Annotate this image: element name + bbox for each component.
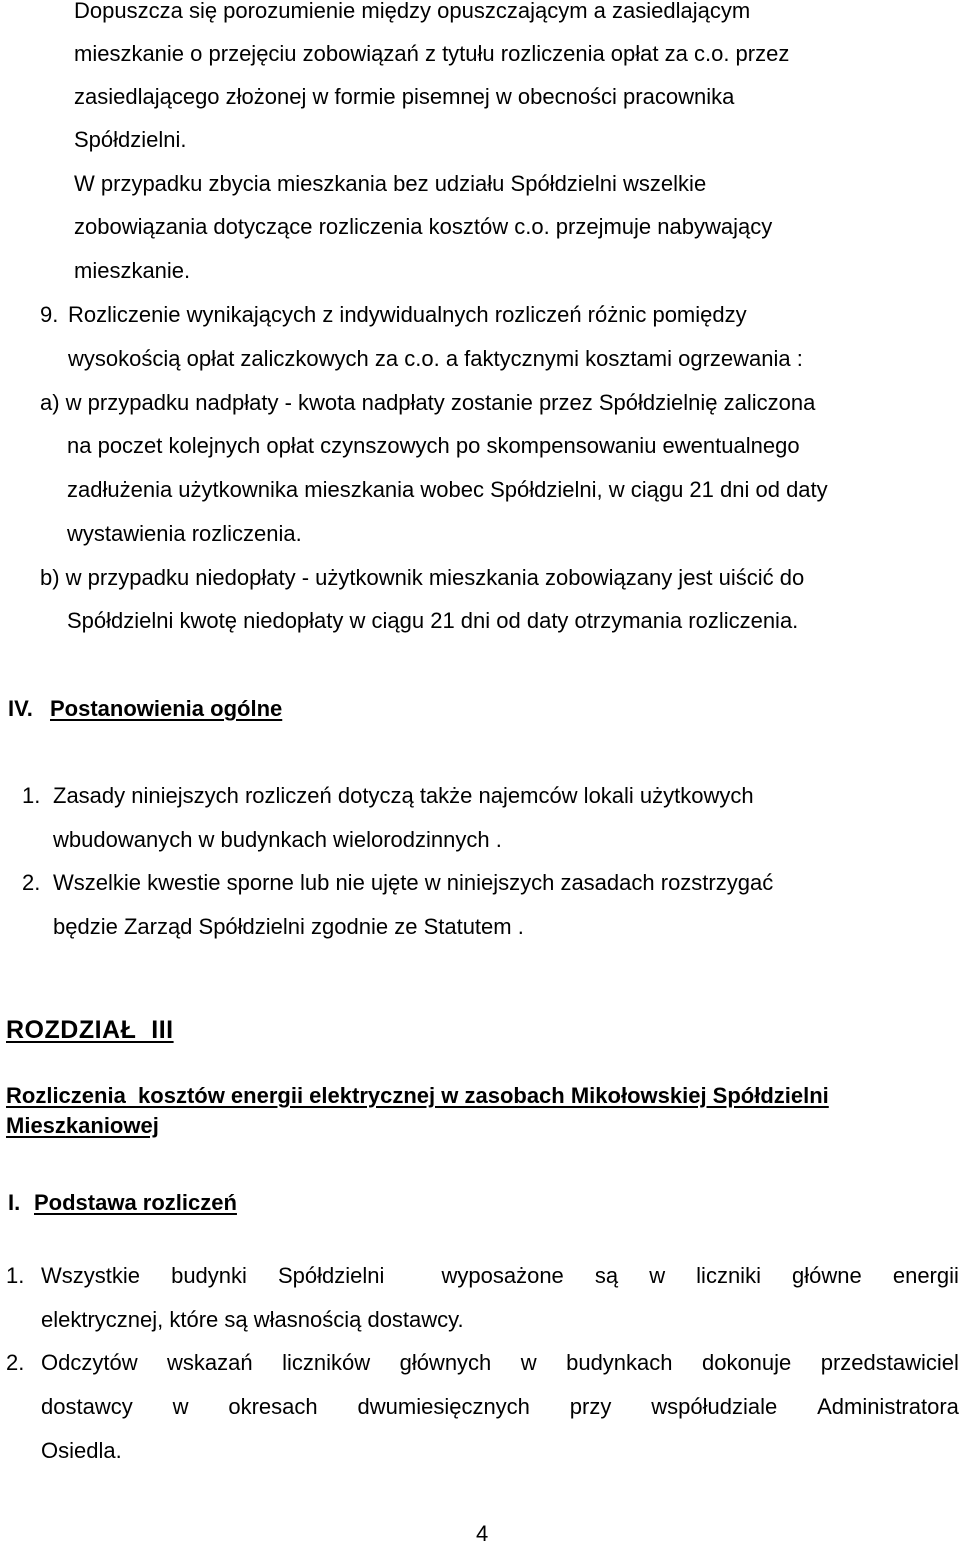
paragraph-line: Spółdzielni. — [74, 127, 187, 152]
justified-line — [41, 1261, 959, 1291]
section-item-line: Zasady niniejszych rozliczeń dotyczą także najemców lokali użytkowych — [53, 783, 754, 808]
word: dwumiesięcznych — [357, 1394, 530, 1419]
section-number: IV. — [8, 696, 33, 721]
chapter-subtitle: Mieszkaniowej — [6, 1113, 159, 1138]
word: główne — [792, 1263, 862, 1288]
section-number: I. — [8, 1190, 21, 1215]
item-b-line: b) w przypadku niedopłaty - użytkownik mieszkania zobowiązany jest uiścić do — [40, 565, 805, 590]
item-number: 1. — [6, 1263, 25, 1288]
word: przy — [569, 1394, 612, 1419]
chapter-subtitle: Rozliczenia kosztów energii elektrycznej w zasobach Mikołowskiej Spółdzielni — [6, 1083, 829, 1108]
word: budynki — [171, 1263, 247, 1288]
item-a-line: wystawienia rozliczenia. — [67, 521, 302, 546]
paragraph-line: mieszkanie. — [74, 258, 191, 283]
item-line: elektrycznej, które są własnością dostawcy. — [41, 1307, 464, 1332]
word: głównych — [399, 1350, 492, 1375]
word: energii — [892, 1263, 959, 1288]
word: w — [649, 1263, 666, 1288]
item-9-line: Rozliczenie wynikających z indywidualnych rozliczeń różnic pomiędzy — [68, 302, 747, 327]
item-number: 2. — [6, 1350, 25, 1375]
justified-line — [41, 1348, 959, 1378]
item-9-line: wysokością opłat zaliczkowych za c.o. a faktycznymi kosztami ogrzewania : — [68, 346, 803, 371]
word: liczników — [282, 1350, 371, 1375]
word: wskazań — [167, 1350, 253, 1375]
item-a-line: zadłużenia użytkownika mieszkania wobec Spółdzielni, w ciągu 21 dni od daty — [67, 477, 828, 502]
item-a-line: a) w przypadku nadpłaty - kwota nadpłaty zostanie przez Spółdzielnię zaliczona — [40, 390, 816, 415]
paragraph-line: zasiedlającego złożonej w formie pisemnej w obecności pracownika — [74, 84, 735, 109]
section-title: Podstawa rozliczeń — [34, 1190, 237, 1215]
section-title: Postanowienia ogólne — [50, 696, 283, 721]
item-a-line: na poczet kolejnych opłat czynszowych po skompensowaniu ewentualnego — [67, 433, 800, 458]
word: w — [520, 1350, 537, 1375]
item-number: 1. — [22, 783, 41, 808]
item-line: Osiedla. — [41, 1438, 122, 1463]
paragraph-line: mieszkanie o przejęciu zobowiązań z tytułu rozliczenia opłat za c.o. przez — [74, 41, 790, 66]
chapter-title: ROZDZIAŁ III — [6, 1016, 174, 1044]
word: okresach — [228, 1394, 318, 1419]
item-number: 2. — [22, 870, 41, 895]
word: są — [594, 1263, 619, 1288]
word: Odczytów — [41, 1350, 138, 1375]
word: Wszystkie — [41, 1263, 140, 1288]
item-number: 9. — [40, 302, 59, 327]
word: dokonuje — [701, 1350, 792, 1375]
word: liczniki — [696, 1263, 761, 1288]
section-item-line: Wszelkie kwestie sporne lub nie ujęte w niniejszych zasadach rozstrzygać — [53, 870, 774, 895]
paragraph-line: zobowiązania dotyczące rozliczenia kosztów c.o. przejmuje nabywający — [74, 214, 773, 239]
word: Administratora — [817, 1394, 959, 1419]
word: dostawcy — [41, 1394, 133, 1419]
word: współudziale — [651, 1394, 778, 1419]
word: w — [172, 1394, 189, 1419]
section-item-line: będzie Zarząd Spółdzielni zgodnie ze Statutem . — [53, 914, 524, 939]
justified-line — [41, 1392, 959, 1422]
word: budynkach — [566, 1350, 673, 1375]
paragraph-line: W przypadku zbycia mieszkania bez udziału Spółdzielni wszelkie — [74, 171, 707, 196]
page-number: 4 — [476, 1521, 489, 1546]
section-item-line: wbudowanych w budynkach wielorodzinnych . — [53, 827, 502, 852]
word: wyposażone — [441, 1263, 564, 1288]
item-b-line: Spółdzielni kwotę niedopłaty w ciągu 21 dni od daty otrzymania rozliczenia. — [67, 608, 799, 633]
word: Spółdzielni — [278, 1263, 385, 1288]
word: przedstawiciel — [820, 1350, 959, 1375]
paragraph-line: Dopuszcza się porozumienie między opuszczającym a zasiedlającym — [74, 0, 751, 23]
